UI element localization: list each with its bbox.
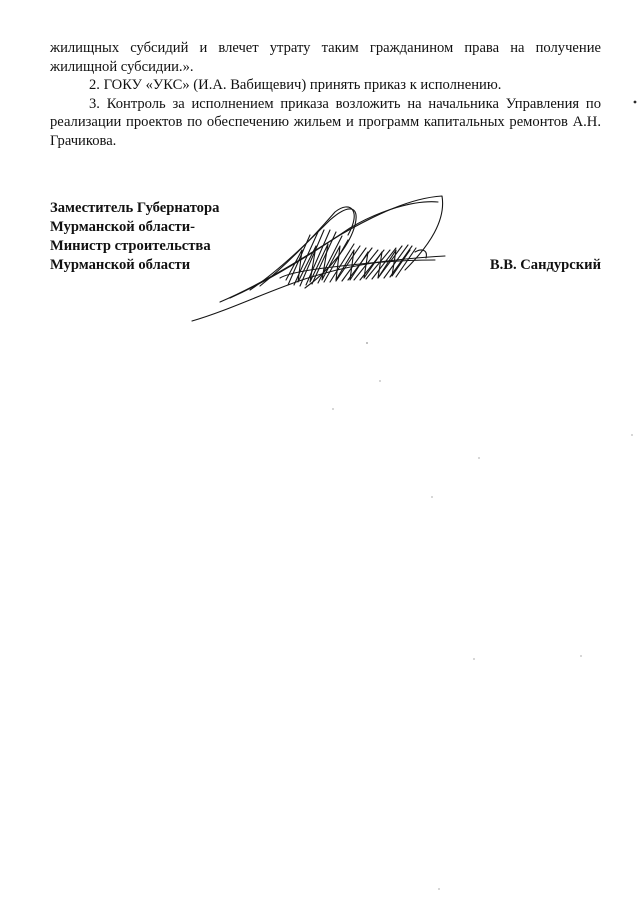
handwritten-signature [190,190,450,325]
signatory-name: В.В. Сандурский [489,257,601,273]
paragraph-item-2: 2. ГОКУ «УКС» (И.А. Вабищевич) принять приказ к исполнению. [89,77,502,93]
signatory-position-line: Заместитель Губернатора [50,200,220,216]
signatory-position-line: Мурманской области [50,257,191,273]
paragraph-continuation: жилищных субсидий и влечет утрату таким гражданином права на получение жилищной субсидии.». [50,40,601,75]
signatory-position-line: Мурманской области- [50,219,195,235]
document-body [50,39,601,150]
paragraph-item-3: 3. Контроль за исполнением приказа возложить на начальника Управления по реализации проектов по обеспечению жильем и программ капитальных ремонтов А.Н. Грачикова. [50,95,601,149]
signatory-position-line: Министр строительства [50,238,211,254]
